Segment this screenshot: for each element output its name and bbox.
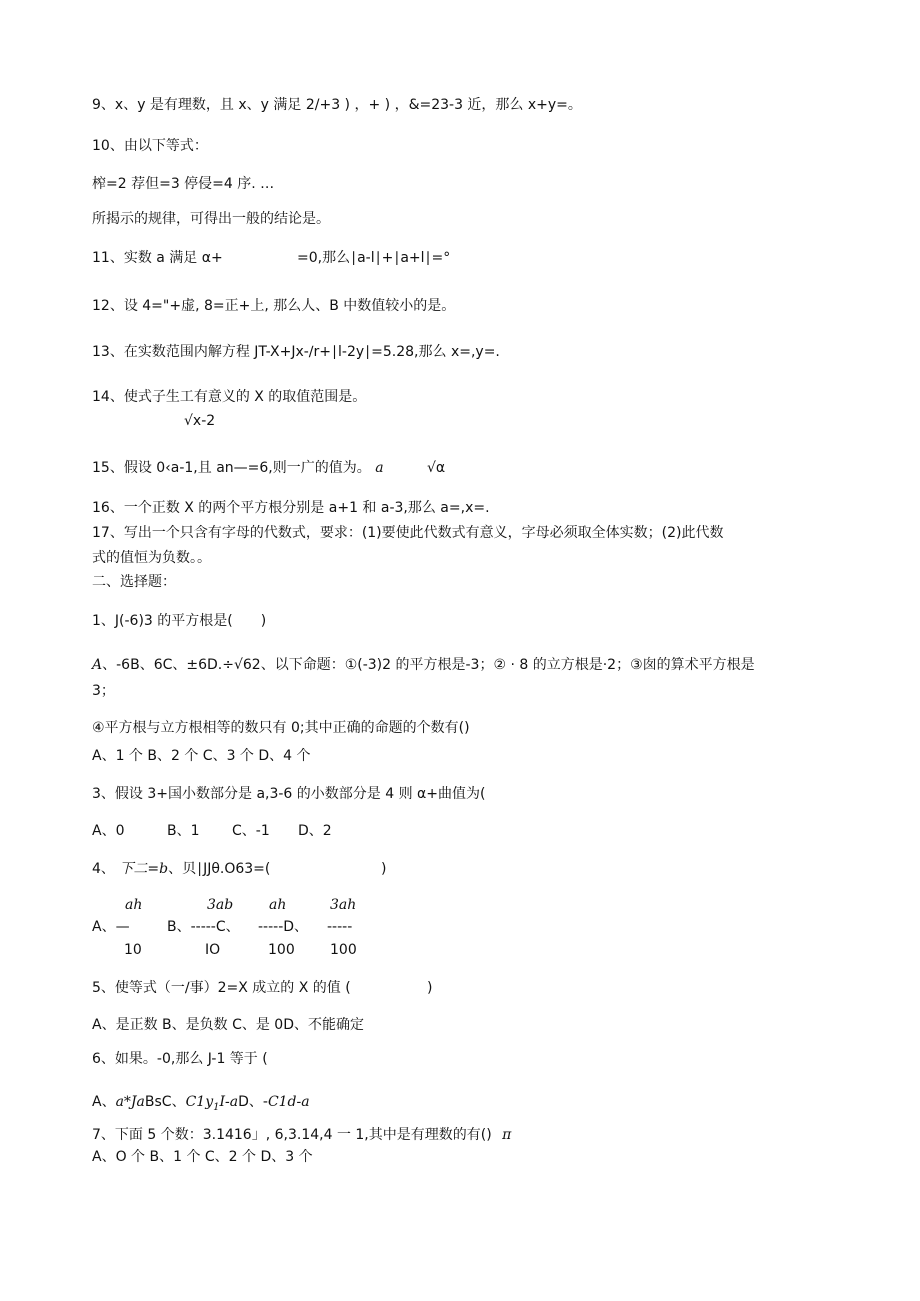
option-a-italic: A — [92, 657, 103, 673]
q4-prefix: 4、 — [92, 861, 115, 877]
q7-pi: π — [502, 1127, 512, 1143]
q4-option-a: A、— — [92, 919, 130, 935]
choice-question-1-options-line2: 3； — [92, 683, 115, 699]
q6-option-c-expr: C1y — [185, 1094, 214, 1110]
question-9: 9、x、y 是有理数，且 x、y 满足 2/+3 ) ，+ ) ，&=23-3 近，那么 x+y=。 — [92, 97, 582, 113]
q4-denominator-b: IO — [205, 942, 221, 958]
choice-question-6-options — [92, 1093, 310, 1117]
choice-question-7 — [92, 1126, 511, 1144]
q4-numerator-b: 3ab — [207, 897, 234, 913]
choice-question-3: 3、假设 3+国小数部分是 a,3-6 的小数部分是 4 则 α+曲值为( — [92, 786, 486, 802]
choice-question-4 — [92, 860, 270, 878]
question-11-part-a: 11、实数 a 满足 α+ — [92, 250, 223, 266]
q6-option-d-label: D、- — [238, 1094, 268, 1110]
q3-option-a: A、0 — [92, 823, 125, 839]
choice-question-1-options — [92, 653, 822, 677]
question-13: 13、在实数范围内解方程 JT-X+Jx-∕r+∣l-2y∣=5.28,那么 x=,y=. — [92, 344, 500, 360]
choice-question-2-options: A、1 个 B、2 个 C、3 个 D、4 个 — [92, 748, 311, 764]
q4-denominator-c: 100 — [268, 942, 295, 958]
question-17-line1: 17、写出一个只含有字母的代数式，要求：(1)要使此代数式有意义，字母必须取全体实数；(2)此代数 — [92, 525, 724, 541]
choice-question-1: 1、J(-6)3 的平方根是( ) — [92, 613, 267, 629]
choice-question-5: 5、使等式（一∕事）2=X 成立的 X 的值 ( — [92, 980, 351, 996]
question-10-conclusion: 所揭示的规律，可得出一般的结论是。 — [92, 211, 330, 227]
section-heading-choice: 二、选择题： — [92, 574, 176, 590]
q4-numerator-d: 3ah — [330, 897, 357, 913]
q7-text: 7、下面 5 个数：3.1416」, 6,3.14,4 一 1,其中是有理数的有() — [92, 1127, 492, 1143]
question-15-text: 15、假设 0‹a-1,且 an—=6,则一广的值为。 — [92, 460, 371, 476]
q6-option-c-expr2: I-a — [219, 1094, 239, 1110]
question-12: 12、设 4="+虚, 8=正+上, 那么人、B 中数值较小的是。 — [92, 298, 456, 314]
q4-denominator-d: 100 — [330, 942, 357, 958]
question-14: 14、使式子生工有意义的 X 的取值范围是。 — [92, 389, 367, 405]
question-15-root: √α — [427, 460, 446, 476]
question-14-root: √x-2 — [184, 413, 216, 429]
q3-option-c: C、-1 — [232, 823, 270, 839]
question-15 — [92, 459, 384, 477]
choice-question-6: 6、如果。-0,那么 J-1 等于 ( — [92, 1051, 268, 1067]
question-10-equations: 榨=2 荐但=3 停侵=4 序. … — [92, 176, 275, 192]
question-11-part-b: =0,那么∣a-l∣+∣a+l∣=° — [297, 250, 451, 266]
choice-question-7-options: A、O 个 B、1 个 C、2 个 D、3 个 — [92, 1149, 313, 1165]
choice-question-5-options: A、是正数 B、是负数 C、是 0D、不能确定 — [92, 1017, 364, 1033]
q4-close-paren: ) — [381, 861, 387, 877]
q4-option-b-c: B、-----C、 — [167, 919, 240, 935]
q6-option-d-expr: C1d-a — [267, 1094, 310, 1110]
question-16: 16、一个正数 X 的两个平方根分别是 a+1 和 a-3,那么 a=,x=. — [92, 500, 490, 516]
q6-option-a-expr: a*Ja — [115, 1094, 145, 1110]
q6-option-a-label: A、 — [92, 1094, 116, 1110]
q4-numerator-a: ah — [125, 897, 143, 913]
q4-denominator-a: 10 — [124, 942, 142, 958]
question-15-italic: a — [375, 460, 384, 476]
choice-question-2-statement: ④平方根与立方根相等的数只有 0;其中正确的命题的个数有() — [92, 720, 470, 736]
q6-option-c-sub: 1 — [213, 1101, 220, 1113]
q4-italic: 下二=b — [119, 861, 169, 877]
q4-option-d-line: ----- — [327, 919, 353, 935]
q4-option-d: -----D、 — [258, 919, 309, 935]
question-17-line2: 式的值恒为负数。。 — [92, 550, 211, 566]
q4-numerator-c: ah — [269, 897, 287, 913]
question-10: 10、由以下等式： — [92, 138, 208, 154]
q4-text: 、贝∣JJθ.O63=( — [168, 861, 271, 877]
q6-option-b-c: BsC、 — [144, 1094, 186, 1110]
q3-option-b: B、1 — [167, 823, 200, 839]
q5-close-paren: ) — [427, 980, 433, 996]
choice-question-1-options-line1: 、-6B、6C、±6D.÷√62、以下命题：①(-3)2 的平方根是-3；② · 8 的立方根是·2；③囱的算术平方根是 — [102, 657, 755, 673]
q3-option-d: D、2 — [298, 823, 332, 839]
